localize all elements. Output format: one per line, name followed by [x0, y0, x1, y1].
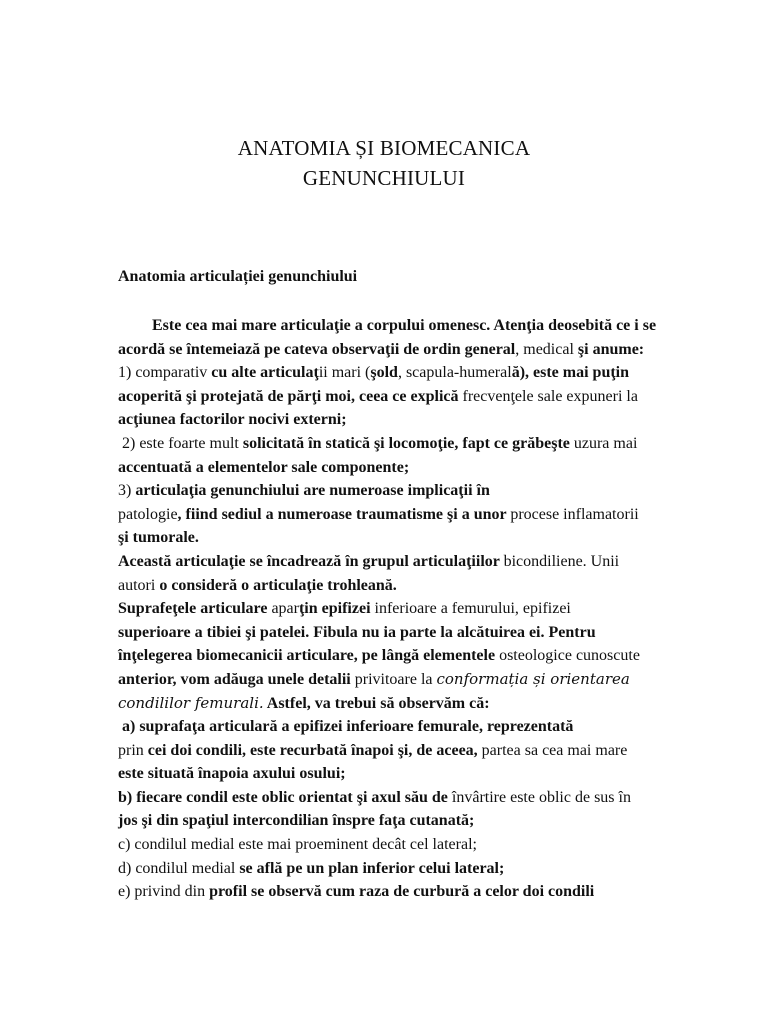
text-line	[118, 526, 678, 550]
text-line	[118, 385, 678, 409]
text-run: 3)	[118, 482, 136, 500]
text-run: , fiind sediul a numeroase traumatisme şi a unor	[177, 505, 511, 523]
text-run: anterior, vom adăuga unele detalii	[118, 670, 355, 688]
text-run: şi anume:	[577, 340, 645, 358]
text-run: articulaţia genunchiului are numeroase implicaţii în	[135, 482, 490, 500]
text-run: cu alte articulaţ	[211, 364, 319, 382]
text-run: învârtire este oblic de sus în	[451, 788, 631, 806]
section-heading: Anatomia articulației genunchiului	[118, 268, 358, 285]
text-run: , scapula-humeral	[397, 364, 512, 382]
text-line	[118, 644, 678, 668]
text-run: conformația și orientarea	[436, 669, 630, 688]
text-line	[118, 456, 678, 480]
text-run: este situată înapoia axului osului;	[118, 765, 346, 783]
text-run: ii mari (	[318, 364, 371, 382]
text-run: autori	[118, 576, 160, 594]
text-run: a) suprafaţa articulară a epifizei inferioare femurale, reprezentată	[122, 718, 574, 736]
text-line	[118, 809, 678, 833]
text-run: Astfel, va trebui să observăm că:	[263, 694, 490, 712]
text-run: d) condilul medial	[118, 859, 240, 877]
text-run: , medical	[515, 340, 578, 358]
text-run: Această articulaţie se încadrează în grupul articulaţiilor	[118, 552, 504, 570]
document-title-line-1: ANATOMIA ȘI BIOMECANICA	[237, 136, 531, 160]
text-run: osteologice cunoscute	[499, 647, 640, 665]
text-line	[118, 621, 678, 645]
text-run: jos şi din spaţiul intercondilian înspre faţa cutanată;	[118, 812, 475, 830]
text-run: solicitată în statică şi locomoţie, fapt ce grăbeşte	[242, 434, 574, 452]
text-run: acordă se întemeiază pe cateva observaţii de ordin general	[118, 340, 516, 358]
text-run: patologie	[118, 505, 178, 523]
text-run: procese inflamatorii	[510, 505, 639, 523]
text-line	[118, 314, 678, 338]
text-run: apar	[271, 600, 299, 618]
text-run: frecvenţele sale expuneri la	[462, 387, 638, 405]
text-run: partea sa cea mai mare	[477, 741, 628, 759]
body-text	[118, 314, 678, 904]
text-run: cei doi condili, este recurbată înapoi şi, de aceea,	[147, 741, 478, 759]
text-run: e) privind din	[118, 883, 210, 901]
text-run: prin	[118, 741, 148, 759]
text-line	[118, 432, 678, 456]
text-run: accentuată a elementelor sale componente;	[118, 458, 410, 476]
text-line	[118, 739, 678, 763]
text-line	[118, 833, 678, 857]
text-run: ţin epifizei	[298, 600, 375, 618]
text-run: Suprafeţele articulare	[118, 600, 272, 618]
text-run: condililor femurali.	[118, 693, 264, 712]
text-line	[118, 479, 678, 503]
text-run: 2) este foarte mult	[122, 434, 243, 452]
text-line	[118, 597, 678, 621]
text-line	[118, 880, 678, 904]
text-line	[118, 857, 678, 881]
text-run: c) condilul medial este mai proeminent decât cel lateral;	[118, 836, 477, 854]
text-run: înţelegerea biomecanicii articulare, pe lângă elementele	[118, 647, 500, 665]
text-run: uzura mai	[573, 434, 638, 452]
text-run: b) fiecare condil este oblic orientat şi axul său de	[118, 788, 452, 806]
text-run: 1) comparativ	[118, 364, 212, 382]
text-line	[118, 361, 678, 385]
text-line	[118, 338, 678, 362]
text-run: privitoare la	[354, 670, 437, 688]
text-run: ă), este mai puţin	[511, 364, 630, 382]
text-line	[118, 715, 678, 739]
text-run: Este cea mai mare articulaţie a corpului omenesc. Atenţia deosebită ce i se	[152, 317, 657, 334]
text-line	[118, 692, 678, 716]
text-run: acţiunea factorilor nocivi externi;	[118, 411, 347, 429]
text-run: profil se observă cum raza de curbură a celor doi condili	[209, 883, 595, 901]
text-line	[118, 408, 678, 432]
text-run: bicondiliene. Unii	[503, 552, 620, 570]
text-run: şi tumorale.	[118, 529, 199, 547]
text-run: se află pe un plan inferior celui lateral;	[239, 859, 505, 877]
text-line	[118, 503, 678, 527]
document-title-line-2: GENUNCHIULUI	[302, 166, 466, 190]
text-line	[118, 786, 678, 810]
text-run: o consideră o articulaţie trohleană.	[159, 576, 397, 594]
text-run: acoperită şi protejată de părţi moi, ceea ce explică	[118, 387, 463, 405]
text-line	[118, 574, 678, 598]
text-run: şold	[370, 364, 398, 382]
text-run: inferioare a femurului, epifizei	[374, 600, 571, 618]
text-line	[118, 762, 678, 786]
text-line	[118, 668, 678, 692]
text-run: superioare a tibiei şi patelei. Fibula nu ia parte la alcătuirea ei. Pentru	[118, 623, 596, 641]
text-line	[118, 550, 678, 574]
